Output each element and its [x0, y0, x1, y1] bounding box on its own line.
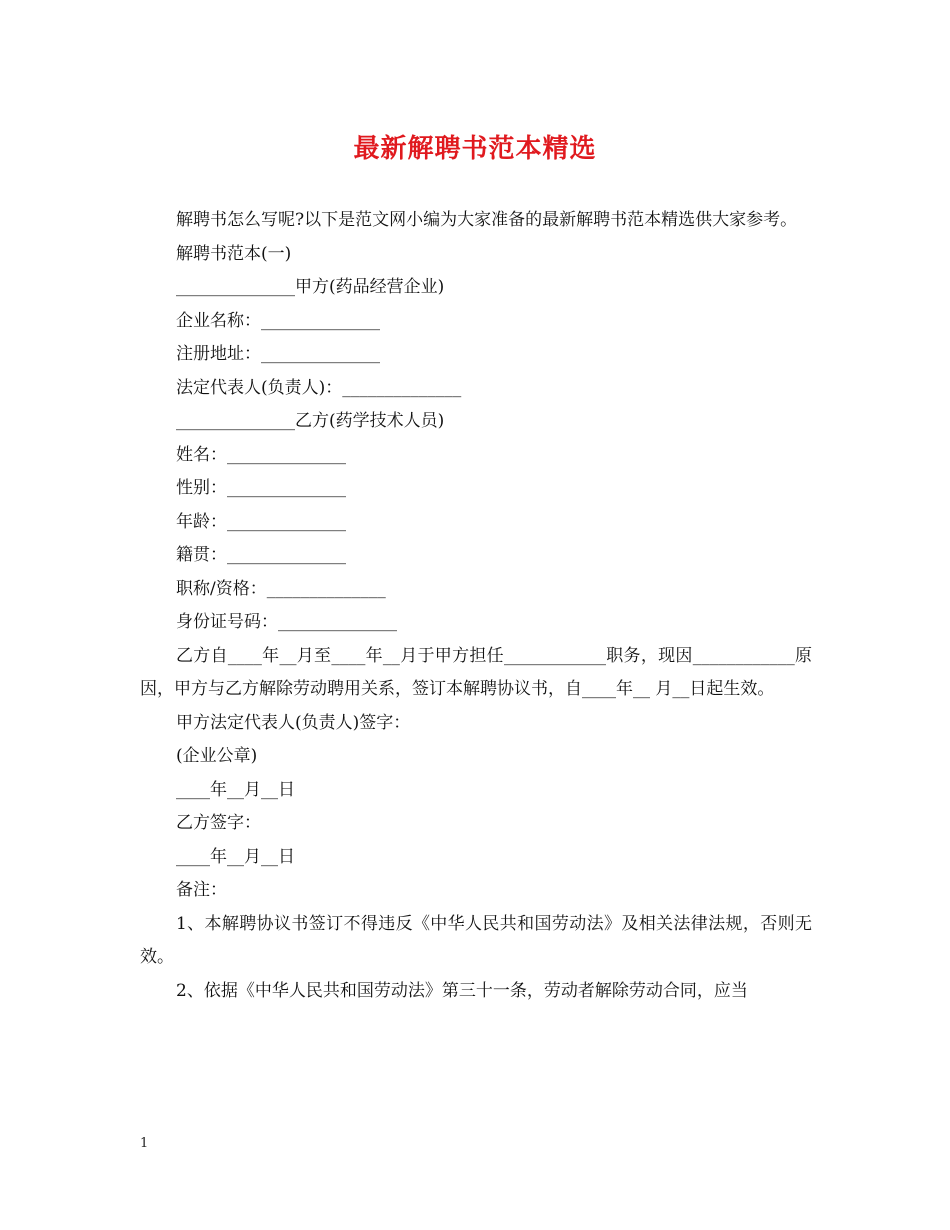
hometown-field: 籍贯：______________	[176, 545, 346, 565]
gender-field: 性别：______________	[176, 478, 346, 498]
intro-paragraph: 解聘书怎么写呢?以下是范文网小编为大家准备的最新解聘书范本精选供大家参考。	[176, 210, 798, 230]
document-body	[140, 204, 812, 1008]
date-line-1: ____年__月__日	[176, 779, 295, 800]
section-heading: 解聘书范本(一)	[176, 243, 292, 264]
party-b-line: ______________乙方(药学技术人员)	[176, 411, 445, 431]
notes-heading: 备注：	[176, 880, 227, 900]
legal-rep-field: 法定代表人(负责人)：______________	[176, 377, 462, 398]
registered-address-field: 注册地址：______________	[176, 344, 380, 364]
agreement-paragraph: 乙方自____年__月至____年__月于甲方担任____________职务，现因____________原因，甲方与乙方解除劳动聘用关系，签订本解聘协议书，自____年__ 月__日起生效。	[140, 645, 812, 699]
note-1: 1、本解聘协议书签订不得违反《中华人民共和国劳动法》及相关法律法规，否则无效。	[140, 913, 812, 967]
party-a-signature: 甲方法定代表人(负责人)签字：	[176, 712, 411, 733]
page-number: 1	[140, 1136, 149, 1151]
age-field: 年龄：______________	[176, 511, 346, 532]
party-b-signature: 乙方签字：	[176, 813, 261, 833]
note-2: 2、依据《中华人民共和国劳动法》第三十一条，劳动者解除劳动合同，应当	[176, 980, 748, 1001]
party-a-line: ______________甲方(药品经营企业)	[176, 277, 445, 297]
name-field: 姓名：______________	[176, 444, 346, 465]
id-number-field: 身份证号码：______________	[176, 612, 397, 632]
document-title: 最新解聘书范本精选	[353, 134, 597, 164]
company-name-field: 企业名称：______________	[176, 310, 380, 331]
job-title-field: 职称/资格：______________	[176, 578, 386, 599]
date-line-2: ____年__月__日	[176, 846, 295, 867]
company-seal: (企业公章)	[176, 746, 258, 766]
